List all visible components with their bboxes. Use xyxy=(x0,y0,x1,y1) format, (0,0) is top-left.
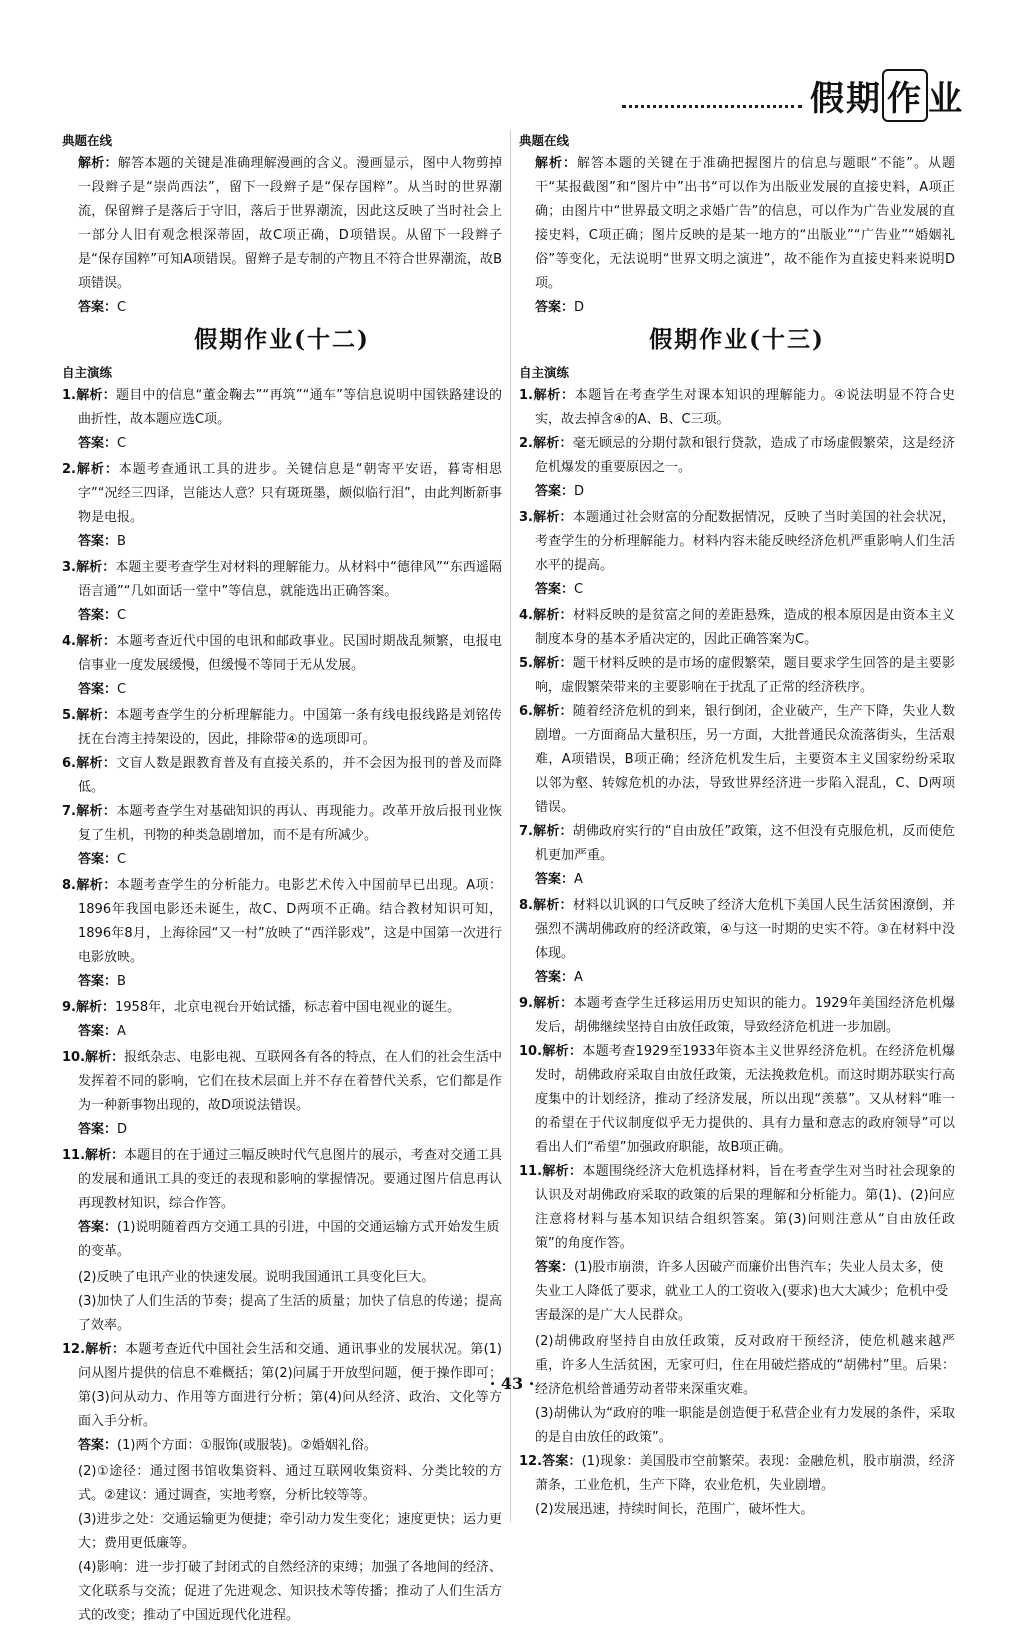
analysis-text: 材料反映的是贫富之间的差距悬殊，造成的根本原因是由资本主义制度本身的基本矛盾决定的，因此正确答案为C。 xyxy=(535,608,955,647)
analysis-label: 解析： xyxy=(542,1044,583,1059)
answer-value: D xyxy=(117,1122,128,1137)
analysis-label: 解析： xyxy=(532,656,573,671)
answer-label: 答案： xyxy=(535,300,575,315)
answer-subpart: (2)胡佛政府坚持自由放任政策，反对政府干预经济，使危机越来越严重，许多人生活贫困，无家可归，住在用破烂搭成的“胡佛村”里。后果：经济危机给普通劳动者带来深重灾难。 xyxy=(535,1334,955,1397)
left-column xyxy=(62,130,502,1628)
answer-value: B xyxy=(117,534,126,549)
analysis-label: 解析： xyxy=(75,634,117,649)
question-analysis xyxy=(62,800,502,848)
analysis-text: 本题考查通讯工具的进步。关键信息是“朝寄平安语，暮寄相思字”“况经三四译，岂能达人意？只有斑斑墨，颇似临行泪”，由此判断新事物是电报。 xyxy=(78,462,502,525)
analysis-label: 解析： xyxy=(532,436,573,451)
analysis-label: 解析： xyxy=(532,608,573,623)
question-number: 12. xyxy=(519,1454,543,1469)
analysis-text: 胡佛政府实行的“自由放任”政策，这不但没有克服危机，反而使危机更加严重。 xyxy=(535,824,955,863)
analysis-label: 解析： xyxy=(75,878,117,893)
classic-answer-value: D xyxy=(574,300,585,315)
question-number: 11. xyxy=(62,1148,86,1163)
question-analysis xyxy=(519,894,955,966)
answer-value: C xyxy=(117,682,127,697)
analysis-text: 报纸杂志、电影电视、互联网各有各的特点，在人们的社会生活中发挥着不同的影响，它们在技术层面上并不存在着替代关系，它们都是作为一种新事物出现的，故D项说法错误。 xyxy=(78,1050,502,1113)
question-number: 8. xyxy=(62,878,76,893)
analysis-text: 本题考查学生对基础知识的再认、再现能力。改革开放后报刊业恢复了生机，刊物的种类急剧增加，而不是有所减少。 xyxy=(78,804,502,843)
answer-label: 答案： xyxy=(78,300,118,315)
question-number: 10. xyxy=(519,1044,543,1059)
answer-label: 答案： xyxy=(535,582,575,597)
question-answer xyxy=(78,1216,502,1264)
answer-label: 答案： xyxy=(78,682,118,697)
classic-section-title: 典题在线 xyxy=(519,133,570,148)
analysis-label: 解析： xyxy=(75,560,116,575)
analysis-label: 解析： xyxy=(532,898,573,913)
answer-value: B xyxy=(117,974,126,989)
header-brand xyxy=(810,69,964,122)
analysis-text: 毫无顾忌的分期付款和银行贷款，造成了市场虚假繁荣，这是经济危机爆发的重要原因之一。 xyxy=(535,436,955,475)
question-number: 3. xyxy=(62,560,76,575)
question-answer-block xyxy=(519,1450,955,1498)
question-analysis xyxy=(62,996,502,1020)
answer-label: 答案： xyxy=(78,1220,118,1235)
analysis-text: 本题考查学生的分析能力。电影艺术传入中国前早已出现。A项：1896年我国电影还未诞生，故C、D两项不正确。结合教材知识可知，1896年8月，上海徐园“又一村”放映了“西洋影戏”，这是中国第一次进行电影放映。 xyxy=(78,878,502,965)
analysis-text: 本题考查1929至1933年资本主义世界经济危机。在经济危机爆发时，胡佛政府采取自由放任政策，无法挽救危机。而这时期苏联实行高度集中的计划经济，推动了经济发展，所以出现“羡慕”。又从材料“唯一的希望在于代议制度似乎无力提供的、具有力量和意志的政府领导”可以看出人们“希望”加强政府职能，故B项正确。 xyxy=(535,1044,955,1155)
question-number: 11. xyxy=(519,1164,543,1179)
question-number: 3. xyxy=(519,510,533,525)
question-analysis xyxy=(519,432,955,480)
answer-value: (1)股市崩溃，许多人因破产而廉价出售汽车；失业人员太多，使失业工人降低了要求，就业工人的工资收入(要求)也大大减少；危机中受害最深的是广大人民群众。 xyxy=(535,1260,949,1323)
question-number: 1. xyxy=(519,388,533,403)
page-header xyxy=(622,70,964,122)
question-analysis xyxy=(519,1160,955,1256)
answer-value: C xyxy=(574,582,584,597)
answer-value: (1)两个方面：①服饰(或服装)。②婚姻礼俗。 xyxy=(117,1438,377,1453)
analysis-label: 解析： xyxy=(75,708,117,723)
analysis-label: 解析： xyxy=(75,388,117,403)
analysis-label: 解析： xyxy=(75,1000,115,1015)
answer-label: 答案： xyxy=(535,970,575,985)
question-number: 9. xyxy=(519,996,533,1011)
analysis-label: 解析： xyxy=(532,996,574,1011)
question-number: 4. xyxy=(519,608,533,623)
page-number: · 43 · xyxy=(489,1374,535,1393)
question-analysis xyxy=(62,458,502,530)
answer-subpart: (4)影响：进一步打破了封闭式的自然经济的束缚；加强了各地间的经济、文化联系与交流；促进了先进观念、知识技术等传播；推动了人们生活方式的改变；推动了中国近现代化进程。 xyxy=(78,1560,502,1623)
question-analysis xyxy=(519,820,955,868)
right-column xyxy=(510,130,955,1522)
question-number: 6. xyxy=(519,704,533,719)
analysis-text: 本题考查学生的分析理解能力。中国第一条有线电报线路是刘铭传抚在台湾主持架设的，因此，排除带④的选项即可。 xyxy=(78,708,502,747)
answer-subpart: (2)发展迅速，持续时间长，范围广，破坏性大。 xyxy=(535,1502,814,1517)
analysis-text: 本题考查近代中国社会生活和交通、通讯事业的发展状况。第(1)问从图片提供的信息不难概括；第(2)问属于开放型问题，便于操作即可；第(3)问从动力、作用等方面进行分析；第(4)问从经济、政治、文化等方面入手分析。 xyxy=(78,1342,502,1429)
classic-answer-value: C xyxy=(117,300,127,315)
classic-analysis xyxy=(535,152,955,296)
answer-label: 答案： xyxy=(535,872,575,887)
question-answer xyxy=(535,1256,955,1328)
answer-subpart: (3)加快了人们生活的节奏；提高了生活的质量；加快了信息的传递；提高了效率。 xyxy=(78,1294,502,1333)
question-number: 2. xyxy=(62,462,76,477)
right-item-list xyxy=(519,384,955,1522)
question-answer xyxy=(535,966,955,990)
question-number: 8. xyxy=(519,898,533,913)
answer-label: 答案： xyxy=(78,534,118,549)
analysis-label: 解析： xyxy=(75,756,117,771)
question-number: 10. xyxy=(62,1050,86,1065)
question-answer xyxy=(78,848,502,872)
question-number: 5. xyxy=(62,708,76,723)
answer-value: C xyxy=(117,608,127,623)
analysis-label: 解析： xyxy=(532,510,573,525)
analysis-text: 本题旨在考查学生对课本知识的理解能力。④说法明显不符合史实，故去掉含④的A、B、C三项。 xyxy=(535,388,955,427)
question-answer xyxy=(78,1020,502,1044)
question-analysis xyxy=(62,874,502,970)
question-number: 7. xyxy=(519,824,533,839)
answer-value: D xyxy=(574,484,585,499)
analysis-label: 解析： xyxy=(78,156,118,171)
question-answer xyxy=(78,970,502,994)
question-number: 4. xyxy=(62,634,76,649)
answer-label: 答案： xyxy=(535,484,575,499)
analysis-text: 1958年，北京电视台开始试播，标志着中国电视业的诞生。 xyxy=(115,1000,461,1015)
question-analysis xyxy=(519,384,955,432)
answer-label: 答案： xyxy=(78,1122,118,1137)
question-analysis xyxy=(519,652,955,700)
header-dots xyxy=(622,105,802,108)
answer-value: (1)说明随着西方交通工具的引进，中国的交通运输方式开始发生质的变革。 xyxy=(78,1220,500,1259)
classic-analysis-text: 解答本题的关键在于准确把握图片的信息与题眼“不能”。从题干“某报截图”和“图片中”出书“可以作为出版业发展的直接史料，A项正确；由图片中“世界最文明之求婚广告”的信息，可以作为广告业发展的直接史料，C项正确；图片反映的是某一地方的“出版业”“广告业”“婚姻礼俗”等变化，无法说明“世界文明之演进”，故不能作为直接史料来说明D项。 xyxy=(535,156,955,291)
question-analysis xyxy=(62,630,502,678)
answer-label: 答案： xyxy=(78,436,118,451)
question-number: 9. xyxy=(62,1000,76,1015)
question-analysis xyxy=(62,704,502,752)
analysis-label: 解析： xyxy=(85,1050,125,1065)
analysis-label: 解析： xyxy=(75,804,117,819)
question-analysis xyxy=(519,604,955,652)
question-number: 5. xyxy=(519,656,533,671)
practice-section-title: 自主演练 xyxy=(62,365,113,380)
answer-label: 答案： xyxy=(78,974,118,989)
answer-value: A xyxy=(117,1024,126,1039)
question-answer xyxy=(78,530,502,554)
classic-answer xyxy=(78,296,502,320)
brand-text-boxed: 作 xyxy=(882,69,928,122)
analysis-text: 文盲人数是跟教育普及有直接关系的，并不会因为报刊的普及而降低。 xyxy=(78,756,502,795)
analysis-label: 解析： xyxy=(532,388,575,403)
left-item-list xyxy=(62,384,502,1628)
answer-label: 答案： xyxy=(78,1438,118,1453)
answer-subpart: (2)反映了电讯产业的快速发展。说明我国通讯工具变化巨大。 xyxy=(78,1270,435,1285)
question-analysis xyxy=(62,556,502,604)
analysis-label: 解析： xyxy=(85,1342,126,1357)
answer-label: 答案： xyxy=(78,608,118,623)
answer-label: 答案： xyxy=(78,1024,118,1039)
analysis-label: 解析： xyxy=(85,1148,125,1163)
analysis-text: 随着经济危机的到来，银行倒闭，企业破产，生产下降，失业人数剧增。一方面商品大量积压，另一方面，大批普通民众流落街头，生活艰难，A项错误，B项正确；经济危机发生后，主要资本主义国家纷纷采取以邻为壑、转嫁危机的办法，导致世界经济进一步陷入混乱，C、D两项错误。 xyxy=(535,704,955,815)
analysis-text: 本题考查近代中国的电讯和邮政事业。民国时期战乱频繁，电报电信事业一度发展缓慢，但缓慢不等同于无从发展。 xyxy=(78,634,502,673)
brand-text-a: 假期 xyxy=(810,79,882,119)
brand-text-c: 业 xyxy=(928,79,964,119)
question-answer xyxy=(78,432,502,456)
analysis-label: 解析： xyxy=(542,1164,583,1179)
answer-subpart: (2)①途径：通过图书馆收集资料、通过互联网收集资料、分类比较的方式。②建议：通过调查，实地考察，分析比较等等。 xyxy=(78,1464,502,1503)
question-number: 1. xyxy=(62,388,76,403)
answer-text: (1)现象：美国股市空前繁荣。表现：金融危机，股市崩溃，经济萧条，工业危机，生产下降，农业危机，失业剧增。 xyxy=(535,1454,955,1493)
question-answer xyxy=(535,578,955,602)
answer-value: A xyxy=(574,872,583,887)
question-answer xyxy=(78,604,502,628)
question-answer xyxy=(78,678,502,702)
analysis-label: 解析： xyxy=(532,704,573,719)
answer-value: A xyxy=(574,970,583,985)
question-answer xyxy=(535,480,955,504)
classic-analysis-text: 解答本题的关键是准确理解漫画的含义。漫画显示，图中人物剪掉一段辫子是“崇尚西法”，留下一段辫子是“保存国粹”。从当时的世界潮流，保留辫子是落后于守旧，落后于世界潮流，因此这反映了当时社会上一部分人旧有观念根深蒂固，故C项正确，D项错误。从留下一段辫子是“保存国粹”可知A项错误。留辫子是专制的产物且不符合世界潮流，故B项错误。 xyxy=(78,156,502,291)
answer-value: C xyxy=(117,436,127,451)
question-answer xyxy=(78,1434,502,1458)
question-analysis xyxy=(62,752,502,800)
analysis-text: 材料以讥讽的口气反映了经济大危机下美国人民生活贫困潦倒，并强烈不满胡佛政府的经济政策，④与这一时期的史实不符。③在材料中没体现。 xyxy=(535,898,955,961)
assignment-title: 假期作业(十三) xyxy=(649,326,825,353)
answer-subpart: (3)胡佛认为“政府的唯一职能是创造便于私营企业有力发展的条件，采取的是自由放任的政策”。 xyxy=(535,1406,955,1445)
practice-section-title: 自主演练 xyxy=(519,365,570,380)
answer-label: 答案： xyxy=(542,1454,582,1469)
answer-value: C xyxy=(117,852,127,867)
question-analysis xyxy=(519,1040,955,1160)
classic-section-title: 典题在线 xyxy=(62,133,113,148)
answer-label: 答案： xyxy=(535,1260,575,1275)
question-analysis xyxy=(519,700,955,820)
answer-label: 答案： xyxy=(78,852,118,867)
analysis-label: 解析： xyxy=(535,156,577,171)
question-analysis xyxy=(519,506,955,578)
analysis-label: 解析： xyxy=(532,824,573,839)
question-analysis xyxy=(62,384,502,432)
analysis-text: 本题围绕经济大危机选择材料，旨在考查学生对当时社会现象的认识及对胡佛政府采取的政策的后果的理解和分析能力。第(1)、(2)问应注意将材料与基本知识结合组织答案。第(3)问则注意从“自由放任政策”的角度作答。 xyxy=(535,1164,955,1251)
analysis-text: 本题通过社会财富的分配数据情况，反映了当时美国的社会状况，考查学生的分析理解能力。材料内容未能反映经济危机严重影响人们生活水平的提高。 xyxy=(535,510,955,573)
question-number: 12. xyxy=(62,1342,86,1357)
analysis-text: 题目中的信息“董金鞠去”“再筑”“通车”等信息说明中国铁路建设的曲折性，故本题应选C项。 xyxy=(78,388,502,427)
question-number: 6. xyxy=(62,756,76,771)
question-answer xyxy=(78,1118,502,1142)
analysis-text: 本题主要考查学生对材料的理解能力。从材料中“德律风”“东西遥隔语言通”“几如面话一堂中”等信息，就能选出正确答案。 xyxy=(78,560,502,599)
analysis-text: 本题考查学生迁移运用历史知识的能力。1929年美国经济危机爆发后，胡佛继续坚持自由放任政策，导致经济危机进一步加剧。 xyxy=(535,996,955,1035)
analysis-text: 题干材料反映的是市场的虚假繁荣，题目要求学生回答的是主要影响，虚假繁荣带来的主要影响在于扰乱了正常的经济秩序。 xyxy=(535,656,955,695)
question-analysis xyxy=(62,1046,502,1118)
question-analysis xyxy=(62,1144,502,1216)
analysis-label: 解析： xyxy=(75,462,119,477)
assignment-title: 假期作业(十二) xyxy=(194,326,370,353)
classic-answer xyxy=(535,296,955,320)
question-answer xyxy=(535,868,955,892)
answer-subpart: (3)进步之处：交通运输更为便捷；牵引动力发生变化；速度更快；运力更大；费用更低廉等。 xyxy=(78,1512,502,1551)
classic-analysis xyxy=(78,152,502,296)
question-analysis xyxy=(519,992,955,1040)
question-number: 2. xyxy=(519,436,533,451)
analysis-text: 本题目的在于通过三幅反映时代气息图片的展示，考查对交通工具的发展和通讯工具的变迁的表现和影响的掌握情况。要通过图片信息再认再现教材知识，综合作答。 xyxy=(78,1148,502,1211)
question-number: 7. xyxy=(62,804,76,819)
